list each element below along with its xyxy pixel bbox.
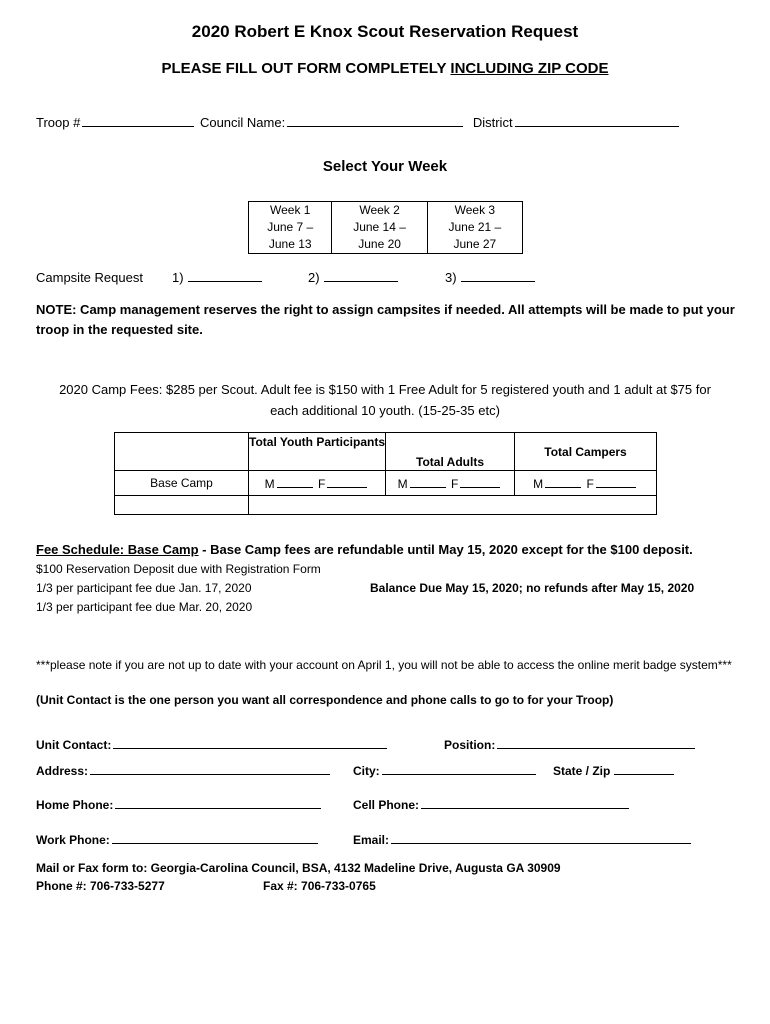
campers-mf-cell[interactable] [515, 471, 657, 496]
campsite-2-field[interactable] [324, 270, 398, 282]
campsite-choice-3 [445, 270, 537, 285]
unit-contact-field[interactable] [113, 737, 387, 749]
work-phone-field[interactable] [112, 832, 318, 844]
campsite-opt2-label: 2) [308, 270, 320, 285]
select-week-heading: Select Your Week [322, 158, 448, 175]
campsite-choice-2 [308, 270, 400, 285]
fee-schedule-title: Fee Schedule: Base Camp [36, 542, 199, 557]
campsite-label: Campsite Request [36, 270, 143, 285]
fee-schedule-line-1: $100 Reservation Deposit due with Registration Form [36, 562, 321, 576]
fee-schedule-line-2: 1/3 per participant fee due Jan. 17, 2020 [36, 581, 252, 595]
district-label: District [472, 115, 513, 130]
cell-phone-field[interactable] [421, 797, 629, 809]
position-label: Position: [444, 738, 496, 752]
subtitle-underlined: INCLUDING ZIP CODE [450, 60, 609, 77]
week-end: June 20 [358, 237, 401, 251]
adults-f-field[interactable] [460, 476, 500, 488]
camp-fees-line-1: 2020 Camp Fees: $285 per Scout. Adult fee is $150 with 1 Free Adult for 5 registered youth and 1 adult at $75 for [59, 382, 711, 397]
troop-line [36, 115, 681, 130]
city-label: City: [353, 764, 380, 778]
campsite-3-field[interactable] [461, 270, 535, 282]
camp-fees-line-2: each additional 10 youth. (15-25-35 etc) [270, 403, 500, 418]
youth-f-field[interactable] [327, 476, 367, 488]
m-label: M [264, 476, 275, 491]
work-phone-label: Work Phone: [36, 833, 110, 847]
state-zip-row [553, 763, 676, 778]
campsite-opt3-label: 3) [445, 270, 457, 285]
troop-field[interactable] [82, 115, 194, 127]
address-row [36, 763, 332, 778]
position-field[interactable] [497, 737, 695, 749]
work-phone-row [36, 832, 320, 847]
week-label: Week 2 [359, 203, 400, 217]
phone-number: Phone #: 706-733-5277 [36, 879, 165, 893]
cell-phone-label: Cell Phone: [353, 798, 420, 812]
fee-schedule-refund: - Base Camp fees are refundable until May 15, 2020 except for the $100 deposit. [198, 542, 693, 557]
troop-label: Troop # [36, 115, 81, 130]
col-header-youth: Total Youth Participants [249, 433, 386, 471]
council-field[interactable] [287, 115, 463, 127]
state-zip-label: State / Zip [553, 764, 611, 778]
empty-row-label [115, 496, 249, 515]
cell-phone-row [353, 797, 631, 812]
campers-f-field[interactable] [596, 476, 636, 488]
campsite-opt1-label: 1) [172, 270, 184, 285]
week-table [248, 201, 523, 254]
address-field[interactable] [90, 763, 330, 775]
f-label: F [586, 476, 594, 491]
week-start: June 21 – [448, 220, 502, 234]
page-subtitle [0, 60, 770, 77]
adults-mf-cell[interactable] [386, 471, 515, 496]
campsite-1-field[interactable] [188, 270, 262, 282]
position-row [444, 737, 697, 752]
week-3-cell[interactable] [427, 202, 522, 254]
merit-badge-note: ***please note if you are not up to date with your account on April 1, you will not be able to access the online merit badge system*** [36, 658, 732, 672]
row-label-base-camp: Base Camp [115, 471, 249, 496]
fee-table-corner [115, 433, 249, 471]
mail-to: Mail or Fax form to: Georgia-Carolina Council, BSA, 4132 Madeline Drive, Augusta GA 30909 [36, 861, 561, 875]
city-row [353, 763, 538, 778]
f-label: F [451, 476, 459, 491]
f-label: F [318, 476, 326, 491]
week-end: June 27 [453, 237, 497, 251]
address-label: Address: [36, 764, 89, 778]
fee-table [114, 432, 657, 515]
state-zip-field[interactable] [614, 763, 674, 775]
week-label: Week 3 [454, 203, 496, 217]
week-2-cell[interactable] [332, 202, 427, 254]
week-start: June 7 – [267, 220, 314, 234]
youth-m-field[interactable] [277, 476, 313, 488]
adults-m-field[interactable] [410, 476, 446, 488]
m-label: M [533, 476, 544, 491]
city-field[interactable] [382, 763, 536, 775]
col-header-adults: Total Adults [386, 433, 515, 471]
week-1-cell[interactable] [249, 202, 332, 254]
week-start: June 14 – [353, 220, 406, 234]
email-field[interactable] [391, 832, 691, 844]
subtitle-prefix: PLEASE FILL OUT FORM COMPLETELY [161, 60, 451, 77]
email-row [353, 832, 693, 847]
unit-contact-label: Unit Contact: [36, 738, 112, 752]
col-header-campers: Total Campers [515, 433, 657, 471]
unit-contact-row [36, 737, 389, 752]
email-label: Email: [353, 833, 390, 847]
week-end: June 13 [268, 237, 312, 251]
m-label: M [397, 476, 408, 491]
campsite-note: NOTE: Camp management reserves the right to assign campsites if needed. All attempts will be made to put your troop in the requested site. [36, 302, 735, 337]
fax-number: Fax #: 706-733-0765 [263, 879, 376, 893]
week-label: Week 1 [269, 203, 311, 217]
council-label: Council Name: [199, 115, 286, 130]
home-phone-row [36, 797, 323, 812]
empty-row-cell[interactable] [249, 496, 657, 515]
balance-due: Balance Due May 15, 2020; no refunds after May 15, 2020 [370, 581, 695, 595]
fee-schedule-line-3: 1/3 per participant fee due Mar. 20, 2020 [36, 600, 253, 614]
home-phone-field[interactable] [115, 797, 321, 809]
district-field[interactable] [515, 115, 679, 127]
home-phone-label: Home Phone: [36, 798, 114, 812]
page-title: 2020 Robert E Knox Scout Reservation Request [191, 22, 579, 41]
campers-m-field[interactable] [545, 476, 581, 488]
youth-mf-cell[interactable] [249, 471, 386, 496]
fee-schedule-heading [36, 542, 693, 557]
campsite-choice-1 [172, 270, 264, 285]
unit-contact-note: (Unit Contact is the one person you want all correspondence and phone calls to go to for your Troop) [36, 693, 614, 707]
